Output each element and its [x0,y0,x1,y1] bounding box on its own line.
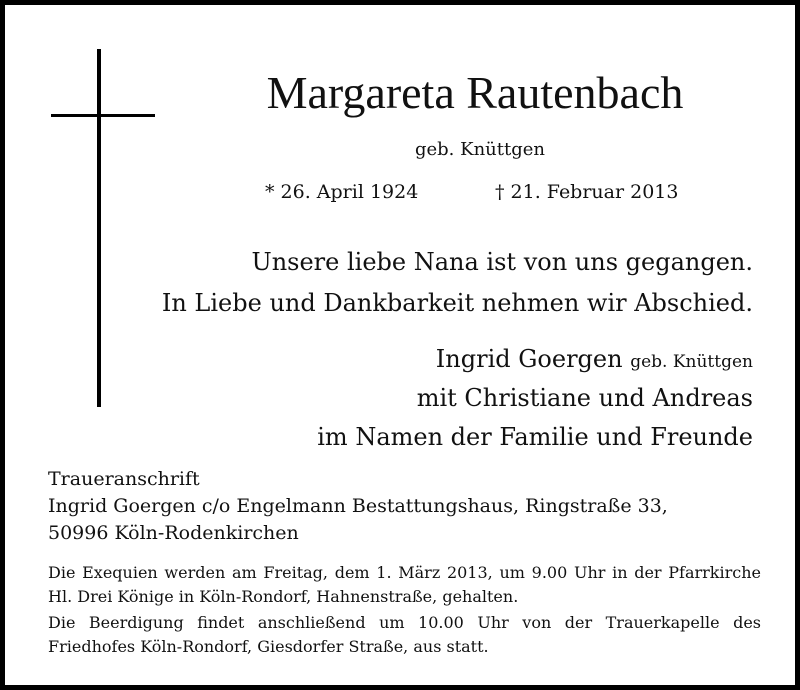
cross-icon-horizontal [51,114,155,117]
address-line-2: 50996 Köln-Rodenkirchen [48,522,299,544]
cross-icon-vertical [97,49,101,407]
exequies-paragraph: Die Exequien werden am Freitag, dem 1. März 2013, um 9.00 Uhr in der Pfarrkirche Hl. Drei Könige in Köln-Rondorf, Hahnenstraße, gehalten. [48,563,761,606]
signatory-line [436,343,753,378]
birth-date: * 26. April 1924 [265,181,419,203]
signatory-with: mit Christiane und Andreas [416,384,753,412]
deceased-name: Margareta Rautenbach [266,67,684,118]
signatory-on-behalf: im Namen der Familie und Freunde [317,423,753,451]
burial-paragraph: Die Beerdigung findet anschließend um 10.00 Uhr von der Trauerkapelle des Friedhofes Köln-Rondorf, Giesdorfer Straße, aus statt. [48,613,761,656]
farewell-line-1: Unsere liebe Nana ist von uns gegangen. [251,248,753,276]
address-line-1: Ingrid Goergen c/o Engelmann Bestattungshaus, Ringstraße 33, [48,495,668,517]
signatory-name: Ingrid Goergen [435,345,623,373]
address-heading: Traueranschrift [48,468,200,490]
maiden-name: geb. Knüttgen [414,139,545,160]
farewell-line-2: In Liebe und Dankbarkeit nehmen wir Abschied. [161,289,753,317]
signatory-maiden-name: geb. Knüttgen [630,352,753,372]
death-date: † 21. Februar 2013 [495,181,679,203]
